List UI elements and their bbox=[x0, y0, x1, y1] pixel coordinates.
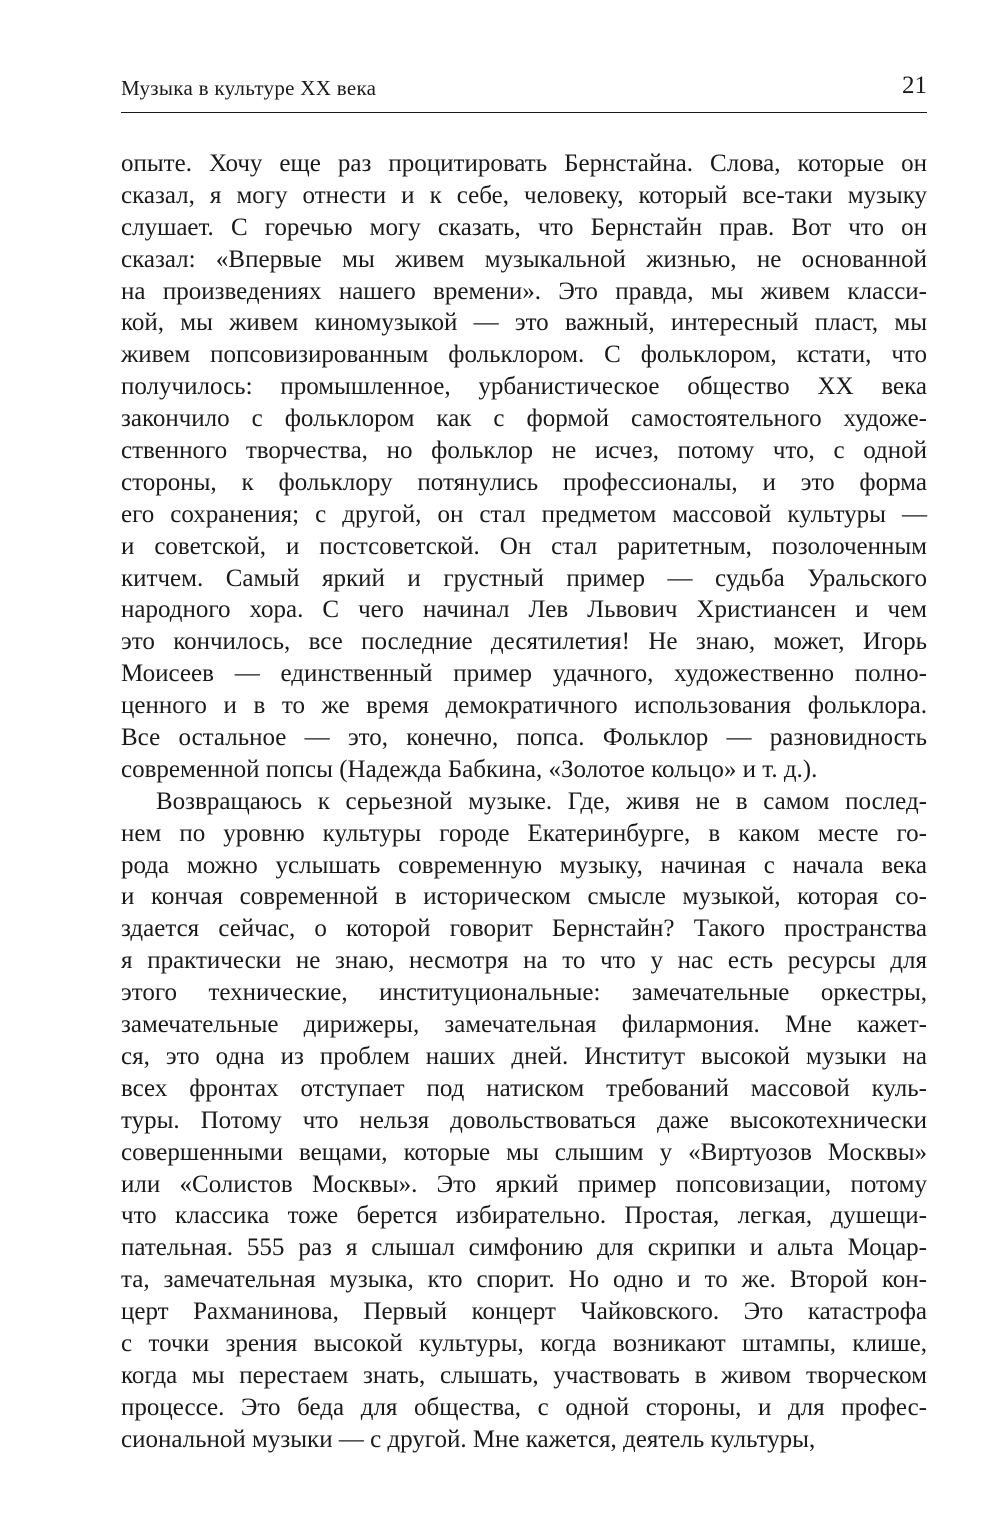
text-line: церт Рахманинова, Первый концерт Чайковского. Это катастрофа bbox=[121, 1298, 927, 1326]
text-line: совершенными вещами, которые мы слышим у «Виртуозов Москвы» bbox=[121, 1138, 927, 1166]
text-line: всех фронтах отступает под натиском требований массовой куль- bbox=[121, 1074, 927, 1102]
text-line: пательная. 555 раз я слышал симфонию для скрипки и альта Моцар- bbox=[121, 1234, 927, 1262]
text-line: этого технические, институциональные: замечательные оркестры, bbox=[121, 979, 927, 1007]
text-line: на произведениях нашего времени». Это правда, мы живем класси- bbox=[121, 277, 927, 305]
text-line: когда мы перестаем знать, слышать, участвовать в живом творческом bbox=[121, 1361, 927, 1389]
text-line: Все остальное — это, конечно, попса. Фольклор — разновидность bbox=[121, 724, 927, 752]
header-divider bbox=[121, 112, 927, 113]
running-header-title: Музыка в культуре XX века bbox=[121, 76, 377, 100]
text-line: современной попсы (Надежда Бабкина, «Золотое кольцо» и т. д.). bbox=[121, 755, 818, 783]
text-line: сказал, я могу отнести и к себе, человеку, который все-таки музыку bbox=[121, 181, 927, 209]
text-line: и советской, и постсоветской. Он стал раритетным, позолоченным bbox=[121, 532, 927, 560]
text-line: слушает. С горечью могу сказать, что Бернстайн прав. Вот что он bbox=[121, 213, 927, 241]
text-line: стороны, к фольклору потянулись профессионалы, и это форма bbox=[121, 468, 927, 496]
text-line: это кончилось, все последние десятилетия! Не знаю, может, Игорь bbox=[121, 628, 927, 656]
text-line: и кончая современной в историческом смысле музыкой, которая со- bbox=[121, 883, 927, 911]
text-line: та, замечательная музыка, кто спорит. Но одно и то же. Второй кон- bbox=[121, 1266, 927, 1294]
text-line: опыте. Хочу еще раз процитировать Бернстайна. Слова, которые он bbox=[121, 150, 927, 177]
text-line: я практически не знаю, несмотря на то что у нас есть ресурсы для bbox=[121, 947, 927, 975]
text-line: туры. Потому что нельзя довольствоваться даже высокотехнически bbox=[121, 1106, 927, 1134]
text-line: с точки зрения высокой культуры, когда возникают штампы, клише, bbox=[121, 1329, 927, 1357]
text-line: народного хора. С чего начинал Лев Львович Христиансен и чем bbox=[121, 596, 927, 624]
page-number: 21 bbox=[902, 72, 927, 99]
text-line: ценного и в то же время демократичного использования фольклора. bbox=[121, 692, 927, 720]
text-line: получилось: промышленное, урбанистическое общество XX века bbox=[121, 373, 927, 401]
text-line: процессе. Это беда для общества, с одной стороны, и для профес- bbox=[121, 1393, 927, 1421]
text-line: кой, мы живем киномузыкой — это важный, интересный пласт, мы bbox=[121, 309, 927, 337]
text-line: здается сейчас, о которой говорит Бернстайн? Такого пространства bbox=[121, 915, 927, 943]
text-line: сиональной музыки — с другой. Мне кажется, деятель культуры, bbox=[121, 1425, 816, 1453]
text-line: живем попсовизированным фольклором. С фольклором, кстати, что bbox=[121, 341, 927, 369]
text-line: рода можно услышать современную музыку, начиная с начала века bbox=[121, 851, 927, 879]
body-text bbox=[121, 148, 927, 1456]
running-header bbox=[121, 72, 927, 112]
text-line: его сохранения; с другой, он стал предметом массовой культуры — bbox=[121, 500, 927, 528]
text-line: или «Солистов Москвы». Это яркий пример попсовизации, потому bbox=[121, 1170, 927, 1198]
text-line: Моисеев — единственный пример удачного, художественно полно- bbox=[121, 660, 927, 688]
paragraph bbox=[121, 786, 927, 1456]
text-line: китчем. Самый яркий и грустный пример — судьба Уральского bbox=[121, 564, 927, 592]
text-line: ся, это одна из проблем наших дней. Институт высокой музыки на bbox=[121, 1042, 927, 1070]
text-line: что классика тоже берется избирательно. Простая, легкая, душещи- bbox=[121, 1202, 927, 1230]
text-line: закончило с фольклором как с формой самостоятельного художе- bbox=[121, 405, 927, 433]
text-line: ственного творчества, но фольклор не исчез, потому что, с одной bbox=[121, 437, 927, 465]
text-line: Возвращаюсь к серьезной музыке. Где, живя не в самом послед- bbox=[156, 787, 927, 815]
text-line: сказал: «Впервые мы живем музыкальной жизнью, не основанной bbox=[121, 245, 927, 273]
paragraph bbox=[121, 148, 927, 786]
text-line: нем по уровню культуры городе Екатеринбурге, в каком месте го- bbox=[121, 819, 927, 847]
text-line: замечательные дирижеры, замечательная филармония. Мне кажет- bbox=[121, 1011, 927, 1039]
